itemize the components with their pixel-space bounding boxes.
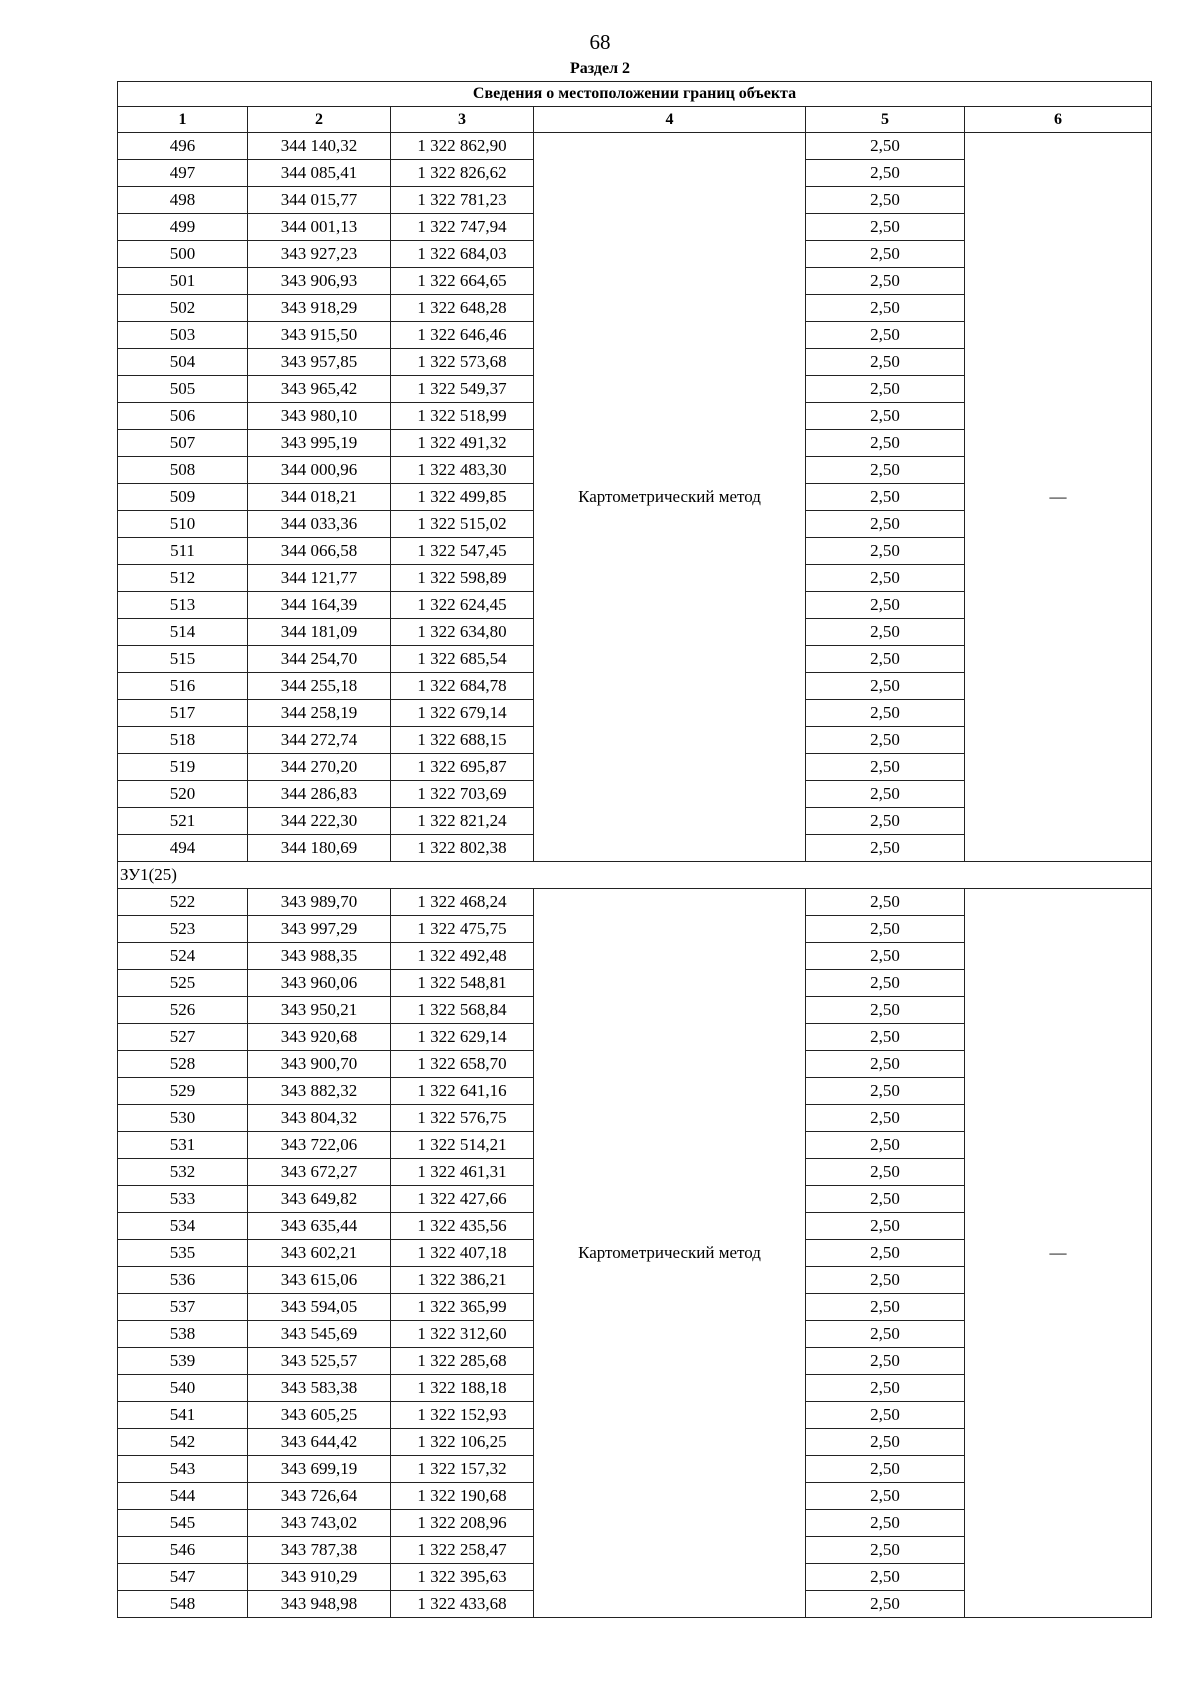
x-coordinate-cell: 343 743,02 — [248, 1510, 391, 1537]
point-number-cell: 512 — [118, 565, 248, 592]
column-header: 6 — [965, 107, 1152, 133]
y-coordinate-cell: 1 322 573,68 — [391, 349, 534, 376]
point-number-cell: 542 — [118, 1429, 248, 1456]
y-coordinate-cell: 1 322 548,81 — [391, 970, 534, 997]
accuracy-cell: 2,50 — [806, 916, 965, 943]
accuracy-cell: 2,50 — [806, 619, 965, 646]
accuracy-cell: 2,50 — [806, 808, 965, 835]
y-coordinate-cell: 1 322 821,24 — [391, 808, 534, 835]
point-number-cell: 522 — [118, 889, 248, 916]
x-coordinate-cell: 343 980,10 — [248, 403, 391, 430]
point-number-cell: 508 — [118, 457, 248, 484]
point-number-cell: 529 — [118, 1078, 248, 1105]
y-coordinate-cell: 1 322 684,78 — [391, 673, 534, 700]
point-number-cell: 497 — [118, 160, 248, 187]
x-coordinate-cell: 343 545,69 — [248, 1321, 391, 1348]
x-coordinate-cell: 344 140,32 — [248, 133, 391, 160]
point-number-cell: 516 — [118, 673, 248, 700]
y-coordinate-cell: 1 322 285,68 — [391, 1348, 534, 1375]
x-coordinate-cell: 343 615,06 — [248, 1267, 391, 1294]
accuracy-cell: 2,50 — [806, 133, 965, 160]
y-coordinate-cell: 1 322 483,30 — [391, 457, 534, 484]
accuracy-cell: 2,50 — [806, 1213, 965, 1240]
x-coordinate-cell: 344 121,77 — [248, 565, 391, 592]
y-coordinate-cell: 1 322 258,47 — [391, 1537, 534, 1564]
accuracy-cell: 2,50 — [806, 376, 965, 403]
point-number-cell: 544 — [118, 1483, 248, 1510]
y-coordinate-cell: 1 322 208,96 — [391, 1510, 534, 1537]
x-coordinate-cell: 343 672,27 — [248, 1159, 391, 1186]
y-coordinate-cell: 1 322 648,28 — [391, 295, 534, 322]
accuracy-cell: 2,50 — [806, 1159, 965, 1186]
x-coordinate-cell: 344 001,13 — [248, 214, 391, 241]
accuracy-cell: 2,50 — [806, 1375, 965, 1402]
accuracy-cell: 2,50 — [806, 430, 965, 457]
y-coordinate-cell: 1 322 629,14 — [391, 1024, 534, 1051]
accuracy-cell: 2,50 — [806, 565, 965, 592]
y-coordinate-cell: 1 322 475,75 — [391, 916, 534, 943]
x-coordinate-cell: 344 000,96 — [248, 457, 391, 484]
point-number-cell: 510 — [118, 511, 248, 538]
accuracy-cell: 2,50 — [806, 1294, 965, 1321]
point-number-cell: 539 — [118, 1348, 248, 1375]
x-coordinate-cell: 343 804,32 — [248, 1105, 391, 1132]
x-coordinate-cell: 343 722,06 — [248, 1132, 391, 1159]
y-coordinate-cell: 1 322 468,24 — [391, 889, 534, 916]
x-coordinate-cell: 343 583,38 — [248, 1375, 391, 1402]
y-coordinate-cell: 1 322 781,23 — [391, 187, 534, 214]
y-coordinate-cell: 1 322 188,18 — [391, 1375, 534, 1402]
x-coordinate-cell: 344 270,20 — [248, 754, 391, 781]
y-coordinate-cell: 1 322 802,38 — [391, 835, 534, 862]
y-coordinate-cell: 1 322 684,03 — [391, 241, 534, 268]
x-coordinate-cell: 343 602,21 — [248, 1240, 391, 1267]
accuracy-cell: 2,50 — [806, 1456, 965, 1483]
x-coordinate-cell: 343 906,93 — [248, 268, 391, 295]
accuracy-cell: 2,50 — [806, 1564, 965, 1591]
point-number-cell: 521 — [118, 808, 248, 835]
accuracy-cell: 2,50 — [806, 187, 965, 214]
table-row — [118, 133, 1152, 160]
point-number-cell: 504 — [118, 349, 248, 376]
x-coordinate-cell: 343 965,42 — [248, 376, 391, 403]
x-coordinate-cell: 343 957,85 — [248, 349, 391, 376]
accuracy-cell: 2,50 — [806, 322, 965, 349]
y-coordinate-cell: 1 322 598,89 — [391, 565, 534, 592]
y-coordinate-cell: 1 322 641,16 — [391, 1078, 534, 1105]
point-number-cell: 546 — [118, 1537, 248, 1564]
y-coordinate-cell: 1 322 499,85 — [391, 484, 534, 511]
column-header: 1 — [118, 107, 248, 133]
accuracy-cell: 2,50 — [806, 241, 965, 268]
point-number-cell: 513 — [118, 592, 248, 619]
x-coordinate-cell: 343 726,64 — [248, 1483, 391, 1510]
x-coordinate-cell: 343 997,29 — [248, 916, 391, 943]
x-coordinate-cell: 343 915,50 — [248, 322, 391, 349]
accuracy-cell: 2,50 — [806, 1186, 965, 1213]
x-coordinate-cell: 343 787,38 — [248, 1537, 391, 1564]
point-number-cell: 520 — [118, 781, 248, 808]
x-coordinate-cell: 343 918,29 — [248, 295, 391, 322]
y-coordinate-cell: 1 322 624,45 — [391, 592, 534, 619]
accuracy-cell: 2,50 — [806, 754, 965, 781]
accuracy-cell: 2,50 — [806, 700, 965, 727]
y-coordinate-cell: 1 322 312,60 — [391, 1321, 534, 1348]
point-number-cell: 507 — [118, 430, 248, 457]
x-coordinate-cell: 344 222,30 — [248, 808, 391, 835]
column-header: 2 — [248, 107, 391, 133]
column-header: 4 — [534, 107, 806, 133]
accuracy-cell: 2,50 — [806, 943, 965, 970]
point-number-cell: 519 — [118, 754, 248, 781]
point-number-cell: 530 — [118, 1105, 248, 1132]
accuracy-cell: 2,50 — [806, 673, 965, 700]
y-coordinate-cell: 1 322 433,68 — [391, 1591, 534, 1618]
x-coordinate-cell: 343 988,35 — [248, 943, 391, 970]
column6-cell: — — [965, 133, 1152, 862]
point-number-cell: 499 — [118, 214, 248, 241]
point-number-cell: 515 — [118, 646, 248, 673]
x-coordinate-cell: 344 033,36 — [248, 511, 391, 538]
point-number-cell: 527 — [118, 1024, 248, 1051]
accuracy-cell: 2,50 — [806, 1510, 965, 1537]
x-coordinate-cell: 343 525,57 — [248, 1348, 391, 1375]
y-coordinate-cell: 1 322 492,48 — [391, 943, 534, 970]
point-number-cell: 538 — [118, 1321, 248, 1348]
column-header: 3 — [391, 107, 534, 133]
point-number-cell: 494 — [118, 835, 248, 862]
y-coordinate-cell: 1 322 658,70 — [391, 1051, 534, 1078]
y-coordinate-cell: 1 322 461,31 — [391, 1159, 534, 1186]
accuracy-cell: 2,50 — [806, 1051, 965, 1078]
y-coordinate-cell: 1 322 703,69 — [391, 781, 534, 808]
point-number-cell: 532 — [118, 1159, 248, 1186]
point-number-cell: 526 — [118, 997, 248, 1024]
accuracy-cell: 2,50 — [806, 160, 965, 187]
x-coordinate-cell: 343 635,44 — [248, 1213, 391, 1240]
accuracy-cell: 2,50 — [806, 997, 965, 1024]
accuracy-cell: 2,50 — [806, 1537, 965, 1564]
table-row — [118, 889, 1152, 916]
accuracy-cell: 2,50 — [806, 1321, 965, 1348]
y-coordinate-cell: 1 322 514,21 — [391, 1132, 534, 1159]
page-number: 68 — [589, 30, 611, 54]
point-number-cell: 525 — [118, 970, 248, 997]
method-cell: Картометрический метод — [534, 133, 806, 862]
table-title: Сведения о местоположении границ объекта — [118, 82, 1152, 107]
point-number-cell: 540 — [118, 1375, 248, 1402]
point-number-cell: 541 — [118, 1402, 248, 1429]
point-number-cell: 518 — [118, 727, 248, 754]
accuracy-cell: 2,50 — [806, 538, 965, 565]
y-coordinate-cell: 1 322 568,84 — [391, 997, 534, 1024]
point-number-cell: 545 — [118, 1510, 248, 1537]
point-number-cell: 533 — [118, 1186, 248, 1213]
x-coordinate-cell: 344 272,74 — [248, 727, 391, 754]
x-coordinate-cell: 344 066,58 — [248, 538, 391, 565]
x-coordinate-cell: 343 900,70 — [248, 1051, 391, 1078]
point-number-cell: 523 — [118, 916, 248, 943]
accuracy-cell: 2,50 — [806, 349, 965, 376]
point-number-cell: 509 — [118, 484, 248, 511]
table-header-row — [118, 107, 1152, 133]
x-coordinate-cell: 343 927,23 — [248, 241, 391, 268]
accuracy-cell: 2,50 — [806, 268, 965, 295]
point-number-cell: 505 — [118, 376, 248, 403]
point-number-cell: 496 — [118, 133, 248, 160]
x-coordinate-cell: 344 015,77 — [248, 187, 391, 214]
x-coordinate-cell: 343 699,19 — [248, 1456, 391, 1483]
y-coordinate-cell: 1 322 685,54 — [391, 646, 534, 673]
x-coordinate-cell: 344 255,18 — [248, 673, 391, 700]
x-coordinate-cell: 343 605,25 — [248, 1402, 391, 1429]
y-coordinate-cell: 1 322 491,32 — [391, 430, 534, 457]
point-number-cell: 503 — [118, 322, 248, 349]
y-coordinate-cell: 1 322 862,90 — [391, 133, 534, 160]
accuracy-cell: 2,50 — [806, 1429, 965, 1456]
section-title: Раздел 2 — [569, 60, 631, 77]
y-coordinate-cell: 1 322 152,93 — [391, 1402, 534, 1429]
point-number-cell: 536 — [118, 1267, 248, 1294]
point-number-cell: 535 — [118, 1240, 248, 1267]
y-coordinate-cell: 1 322 679,14 — [391, 700, 534, 727]
x-coordinate-cell: 343 995,19 — [248, 430, 391, 457]
y-coordinate-cell: 1 322 547,45 — [391, 538, 534, 565]
point-number-cell: 500 — [118, 241, 248, 268]
x-coordinate-cell: 343 594,05 — [248, 1294, 391, 1321]
accuracy-cell: 2,50 — [806, 403, 965, 430]
point-number-cell: 543 — [118, 1456, 248, 1483]
x-coordinate-cell: 343 920,68 — [248, 1024, 391, 1051]
x-coordinate-cell: 344 254,70 — [248, 646, 391, 673]
y-coordinate-cell: 1 322 549,37 — [391, 376, 534, 403]
y-coordinate-cell: 1 322 688,15 — [391, 727, 534, 754]
x-coordinate-cell: 344 286,83 — [248, 781, 391, 808]
group-row — [118, 862, 1152, 889]
point-number-cell: 547 — [118, 1564, 248, 1591]
accuracy-cell: 2,50 — [806, 484, 965, 511]
accuracy-cell: 2,50 — [806, 889, 965, 916]
accuracy-cell: 2,50 — [806, 1240, 965, 1267]
x-coordinate-cell: 343 950,21 — [248, 997, 391, 1024]
accuracy-cell: 2,50 — [806, 781, 965, 808]
point-number-cell: 514 — [118, 619, 248, 646]
method-cell: Картометрический метод — [534, 889, 806, 1618]
x-coordinate-cell: 343 882,32 — [248, 1078, 391, 1105]
point-number-cell: 531 — [118, 1132, 248, 1159]
point-number-cell: 524 — [118, 943, 248, 970]
y-coordinate-cell: 1 322 515,02 — [391, 511, 534, 538]
point-number-cell: 528 — [118, 1051, 248, 1078]
y-coordinate-cell: 1 322 664,65 — [391, 268, 534, 295]
accuracy-cell: 2,50 — [806, 1348, 965, 1375]
accuracy-cell: 2,50 — [806, 1024, 965, 1051]
y-coordinate-cell: 1 322 634,80 — [391, 619, 534, 646]
accuracy-cell: 2,50 — [806, 727, 965, 754]
point-number-cell: 511 — [118, 538, 248, 565]
point-number-cell: 548 — [118, 1591, 248, 1618]
accuracy-cell: 2,50 — [806, 835, 965, 862]
y-coordinate-cell: 1 322 427,66 — [391, 1186, 534, 1213]
column6-cell: — — [965, 889, 1152, 1618]
y-coordinate-cell: 1 322 386,21 — [391, 1267, 534, 1294]
y-coordinate-cell: 1 322 826,62 — [391, 160, 534, 187]
x-coordinate-cell: 343 989,70 — [248, 889, 391, 916]
x-coordinate-cell: 344 258,19 — [248, 700, 391, 727]
point-number-cell: 534 — [118, 1213, 248, 1240]
group-label: ЗУ1(25) — [118, 862, 1152, 889]
x-coordinate-cell: 343 644,42 — [248, 1429, 391, 1456]
y-coordinate-cell: 1 322 646,46 — [391, 322, 534, 349]
accuracy-cell: 2,50 — [806, 457, 965, 484]
y-coordinate-cell: 1 322 576,75 — [391, 1105, 534, 1132]
y-coordinate-cell: 1 322 395,63 — [391, 1564, 534, 1591]
point-number-cell: 502 — [118, 295, 248, 322]
y-coordinate-cell: 1 322 695,87 — [391, 754, 534, 781]
point-number-cell: 501 — [118, 268, 248, 295]
point-number-cell: 498 — [118, 187, 248, 214]
accuracy-cell: 2,50 — [806, 1132, 965, 1159]
y-coordinate-cell: 1 322 190,68 — [391, 1483, 534, 1510]
accuracy-cell: 2,50 — [806, 511, 965, 538]
accuracy-cell: 2,50 — [806, 214, 965, 241]
x-coordinate-cell: 344 181,09 — [248, 619, 391, 646]
point-number-cell: 506 — [118, 403, 248, 430]
accuracy-cell: 2,50 — [806, 1591, 965, 1618]
point-number-cell: 517 — [118, 700, 248, 727]
boundary-table — [117, 81, 1152, 1618]
y-coordinate-cell: 1 322 407,18 — [391, 1240, 534, 1267]
x-coordinate-cell: 344 180,69 — [248, 835, 391, 862]
x-coordinate-cell: 344 018,21 — [248, 484, 391, 511]
x-coordinate-cell: 344 164,39 — [248, 592, 391, 619]
accuracy-cell: 2,50 — [806, 646, 965, 673]
accuracy-cell: 2,50 — [806, 1105, 965, 1132]
accuracy-cell: 2,50 — [806, 1267, 965, 1294]
y-coordinate-cell: 1 322 747,94 — [391, 214, 534, 241]
x-coordinate-cell: 343 960,06 — [248, 970, 391, 997]
accuracy-cell: 2,50 — [806, 1078, 965, 1105]
y-coordinate-cell: 1 322 157,32 — [391, 1456, 534, 1483]
accuracy-cell: 2,50 — [806, 970, 965, 997]
point-number-cell: 537 — [118, 1294, 248, 1321]
y-coordinate-cell: 1 322 435,56 — [391, 1213, 534, 1240]
accuracy-cell: 2,50 — [806, 1483, 965, 1510]
y-coordinate-cell: 1 322 518,99 — [391, 403, 534, 430]
accuracy-cell: 2,50 — [806, 1402, 965, 1429]
x-coordinate-cell: 344 085,41 — [248, 160, 391, 187]
accuracy-cell: 2,50 — [806, 592, 965, 619]
accuracy-cell: 2,50 — [806, 295, 965, 322]
x-coordinate-cell: 343 948,98 — [248, 1591, 391, 1618]
y-coordinate-cell: 1 322 365,99 — [391, 1294, 534, 1321]
column-header: 5 — [806, 107, 965, 133]
x-coordinate-cell: 343 649,82 — [248, 1186, 391, 1213]
y-coordinate-cell: 1 322 106,25 — [391, 1429, 534, 1456]
x-coordinate-cell: 343 910,29 — [248, 1564, 391, 1591]
